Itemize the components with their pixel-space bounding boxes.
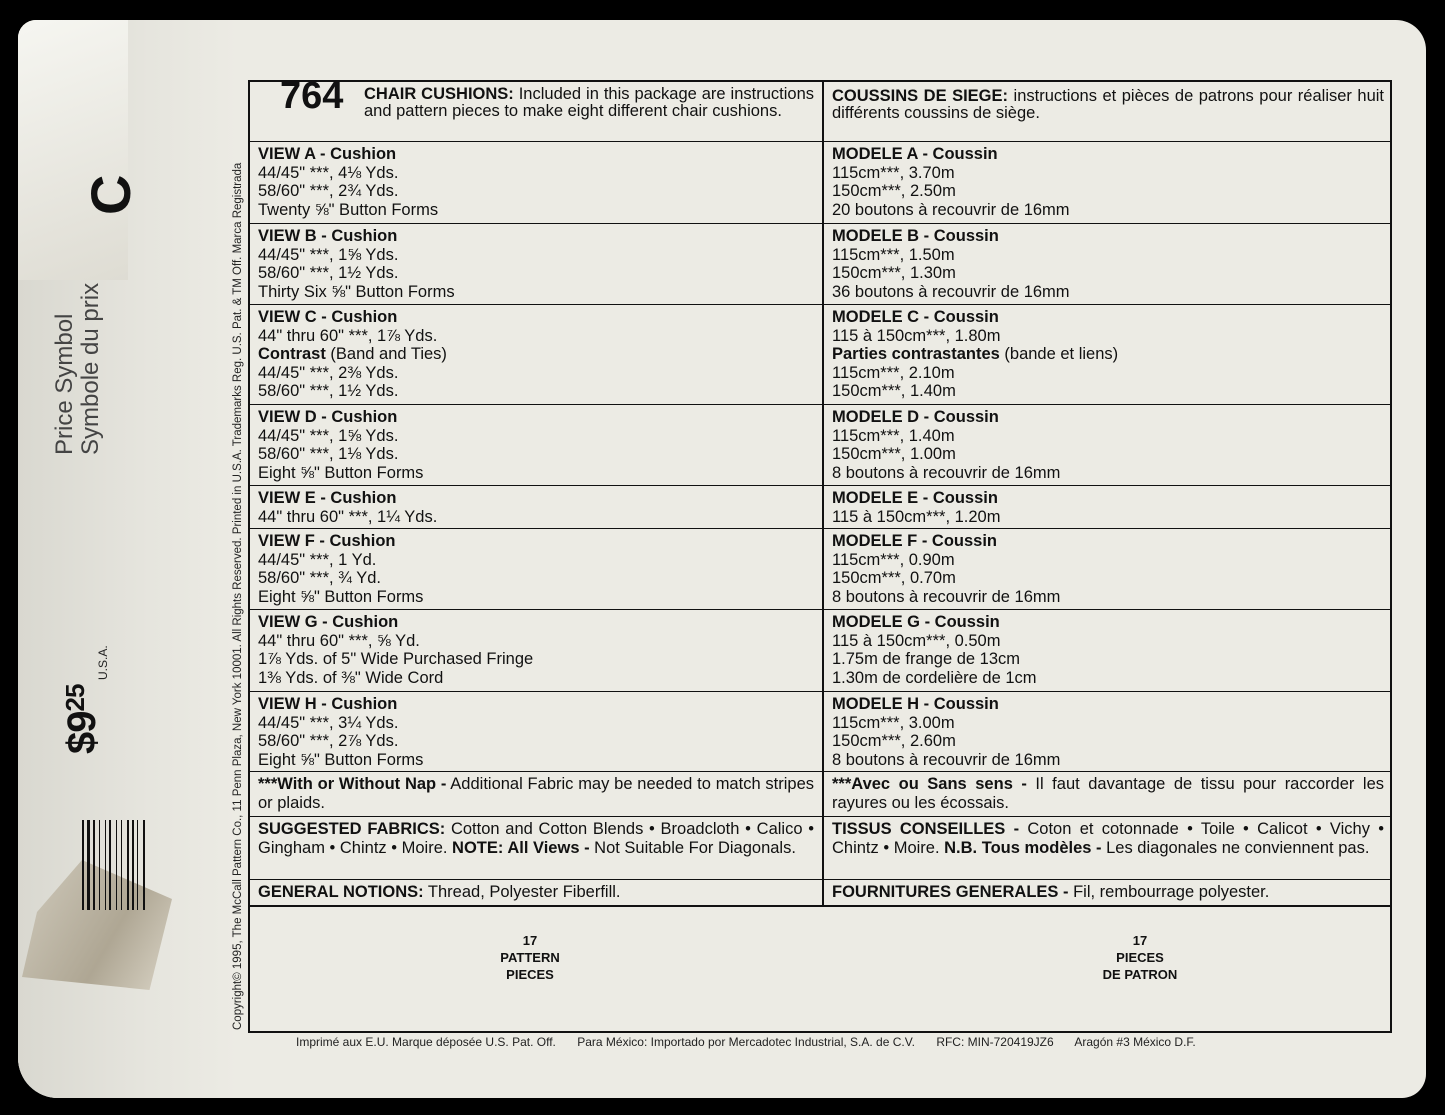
view-title: VIEW D - Cushion — [258, 408, 398, 426]
yardage-line: Eight ⅝" Button Forms — [258, 463, 424, 482]
view-row — [250, 529, 1390, 610]
price-cents: 25 — [60, 684, 90, 712]
yardage-line: 44" thru 60" ***, 1⅞ Yds. — [258, 326, 438, 345]
view-row — [250, 142, 1390, 224]
view-row — [250, 224, 1390, 305]
notions-en — [250, 880, 822, 905]
view-title: MODELE E - Coussin — [832, 489, 998, 507]
nap-fr — [824, 772, 1392, 816]
yardage-line: 44/45" ***, 3¼ Yds. — [258, 713, 399, 732]
view-row — [250, 305, 1390, 405]
price-symbol-fr: Symbole du prix — [77, 282, 104, 455]
price-symbol-en: Price Symbol — [51, 313, 78, 455]
barcode-bar — [99, 820, 100, 910]
yardage-line: 115 à 150cm***, 0.50m — [832, 631, 1001, 650]
yardage-line: 115cm***, 3.00m — [832, 713, 955, 732]
yardage-line: 44/45" ***, 1⅝ Yds. — [258, 245, 399, 264]
pieces-fr-line1: PIECES — [1116, 950, 1164, 965]
view-row — [250, 405, 1390, 486]
yardage-line: 8 boutons à recouvrir de 16mm — [832, 750, 1061, 769]
footer-rfc-text: RFC: MIN-720419JZ6 — [936, 1035, 1054, 1049]
footer-imprint-text: Imprimé aux E.U. Marque déposée U.S. Pat. Off. — [296, 1035, 556, 1049]
intro-fr-text: instructions et pièces de patrons pour réaliser huit différents coussins de siège. — [832, 87, 1385, 122]
view-row — [250, 692, 1390, 772]
yardage-line: 44/45" ***, 1 Yd. — [258, 550, 377, 569]
view-en-cell — [250, 529, 822, 609]
yardage-line: 1⅜ Yds. of ⅜" Wide Cord — [258, 668, 444, 687]
header-en — [250, 75, 822, 141]
view-title: MODELE D - Coussin — [832, 408, 999, 426]
yardage-line: 115cm***, 2.10m — [832, 363, 955, 382]
yardage-line: 150cm***, 2.50m — [832, 182, 956, 200]
nap-fr-title: ***Avec ou Sans sens - — [832, 775, 1027, 793]
yardage-line: 58/60" ***, 1½ Yds. — [258, 264, 399, 282]
yardage-line: 150cm***, 1.40m — [832, 382, 956, 400]
yardage-line: 36 boutons à recouvrir de 16mm — [832, 282, 1070, 301]
yardage-line: 150cm***, 1.00m — [832, 445, 956, 463]
nap-en-text: Additional Fabric may be needed to match stripes or plaids. — [258, 775, 815, 812]
contrast-text: (bande et liens) — [999, 345, 1119, 363]
yardage-line: 44" thru 60" ***, ⅝ Yd. — [258, 631, 420, 650]
fabrics-en-note-text: Not Suitable For Diagonals. — [589, 838, 796, 857]
notions-fr — [824, 880, 1392, 905]
notions-en-title: GENERAL NOTIONS: — [258, 883, 424, 901]
view-en-cell — [250, 405, 822, 485]
barcode-bar — [82, 820, 84, 910]
yardage-line: 44" thru 60" ***, 1¼ Yds. — [258, 507, 438, 526]
contrast-line — [258, 345, 814, 364]
fabrics-en-text: Cotton and Cotton Blends • Broadcloth • Calico • Gingham • Chintz • Moire. — [258, 820, 815, 857]
nap-fr-text: Il faut davantage de tissu pour raccorder les rayures ou les écossais. — [832, 775, 1384, 812]
view-title: VIEW F - Cushion — [258, 532, 396, 550]
price-letter: C — [79, 174, 142, 215]
yardage-line: Thirty Six ⅝" Button Forms — [258, 282, 455, 301]
view-fr-cell — [824, 610, 1392, 691]
view-title: VIEW G - Cushion — [258, 613, 399, 631]
yardage-line: Twenty ⅝" Button Forms — [258, 200, 439, 219]
yardage-line: 115cm***, 1.40m — [832, 426, 955, 445]
paper-fold — [18, 20, 128, 280]
footer-imprint — [296, 1035, 1214, 1049]
intro-en — [364, 86, 814, 120]
view-title: MODELE A - Coussin — [832, 145, 998, 163]
contrast-label: Parties contrastantes — [832, 345, 1000, 363]
view-row — [250, 486, 1390, 529]
barcode-bar — [132, 820, 134, 910]
footer-address-text: Aragón #3 México D.F. — [1074, 1035, 1196, 1049]
yardage-line: 1.30m de cordelière de 1cm — [832, 668, 1037, 687]
view-en-cell — [250, 486, 822, 528]
nap-en — [250, 772, 822, 816]
yardage-line: Eight ⅝" Button Forms — [258, 750, 424, 769]
yardage-line: 150cm***, 2.60m — [832, 732, 956, 750]
footer-mexico-text: Para México: Importado por Mercadotec Industrial, S.A. de C.V. — [577, 1035, 915, 1049]
pieces-fr-count: 17 — [1132, 933, 1148, 948]
barcode-bar — [105, 820, 106, 910]
view-title: MODELE G - Coussin — [832, 613, 1000, 631]
yardage-line: 8 boutons à recouvrir de 16mm — [832, 587, 1061, 606]
view-fr-cell — [824, 405, 1392, 485]
fabrics-en-note: NOTE: All Views - — [452, 838, 590, 857]
barcode-bar — [137, 820, 138, 910]
barcode-bar — [109, 820, 111, 910]
price-dollars: $9 — [60, 711, 104, 754]
pieces-en-line2: PIECES — [506, 967, 554, 982]
view-en-cell — [250, 305, 822, 404]
barcode-bar — [127, 820, 129, 910]
view-en-cell — [250, 224, 822, 304]
contrast-label: Contrast — [258, 345, 326, 363]
header-fr — [824, 82, 1392, 141]
intro-en-title: CHAIR CUSHIONS: — [364, 85, 514, 103]
yardage-line: 20 boutons à recouvrir de 16mm — [832, 200, 1070, 219]
yardage-table — [248, 75, 1392, 1033]
view-title: MODELE C - Coussin — [832, 308, 999, 326]
view-en-cell — [250, 610, 822, 691]
view-title: VIEW A - Cushion — [258, 145, 397, 163]
view-en-cell — [250, 692, 822, 771]
barcode-bar — [121, 820, 122, 910]
barcode-bar — [93, 820, 95, 910]
intro-en-text: Included in this package are instructions and pattern pieces to make eight different chair cushions. — [364, 85, 814, 120]
yardage-line: 115cm***, 0.90m — [832, 550, 955, 569]
contrast-text: (Band and Ties) — [325, 345, 447, 363]
barcode — [82, 820, 154, 910]
pattern-pieces-fr — [1080, 932, 1200, 983]
price-value — [60, 685, 105, 754]
view-fr-cell — [824, 142, 1392, 223]
barcode-bar — [143, 820, 145, 910]
view-en-cell — [250, 142, 822, 223]
barcode-bar — [116, 820, 117, 910]
yardage-line: 44/45" ***, 4⅛ Yds. — [258, 163, 399, 182]
notions-row — [250, 880, 1390, 907]
yardage-line: 44/45" ***, 2⅜ Yds. — [258, 363, 399, 382]
yardage-line: 58/60" ***, 1⅛ Yds. — [258, 445, 399, 463]
fabrics-en — [250, 817, 822, 879]
view-title: MODELE F - Coussin — [832, 532, 997, 550]
view-title: VIEW E - Cushion — [258, 489, 397, 507]
view-fr-cell — [824, 486, 1392, 528]
view-fr-cell — [824, 305, 1392, 404]
intro-fr-title: COUSSINS DE SIEGE: — [832, 87, 1009, 105]
contrast-line — [832, 345, 1384, 364]
pattern-pieces-en — [480, 932, 580, 983]
pieces-fr-line2: DE PATRON — [1102, 967, 1178, 982]
yardage-line: 150cm***, 0.70m — [832, 569, 956, 587]
pattern-number: 764 — [280, 75, 344, 117]
yardage-line: 58/60" ***, 2¾ Yds. — [258, 182, 399, 200]
view-fr-cell — [824, 529, 1392, 609]
fabrics-fr-text: Coton et cotonnade • Toile • Calicot • Vichy • Chintz • Moire. — [832, 820, 1385, 857]
fabrics-fr-note-text: Les diagonales ne conviennent pas. — [1101, 838, 1370, 857]
yardage-line: 58/60" ***, ¾ Yd. — [258, 569, 381, 587]
yardage-line: 115cm***, 3.70m — [832, 163, 955, 182]
barcode-bar — [87, 820, 90, 910]
view-title: MODELE B - Coussin — [832, 227, 999, 245]
yardage-line: 115 à 150cm***, 1.20m — [832, 507, 1001, 526]
copyright-notice: Copyright© 1995, The McCall Pattern Co., 11 Penn Plaza, New York 10001. All Rights Reserved. Printed in U.S.A. Trademarks Reg. U.S. Pat. & TM Off. Marca Registrada — [232, 162, 244, 1030]
yardage-line: 8 boutons à recouvrir de 16mm — [832, 463, 1061, 482]
view-fr-cell — [824, 224, 1392, 304]
yardage-line: 58/60" ***, 1½ Yds. — [258, 382, 399, 400]
yardage-line: 150cm***, 1.30m — [832, 264, 956, 282]
yardage-line: 58/60" ***, 2⅞ Yds. — [258, 732, 399, 750]
yardage-line: 44/45" ***, 1⅝ Yds. — [258, 426, 399, 445]
fabrics-en-title: SUGGESTED FABRICS: — [258, 820, 446, 838]
pieces-en-count: 17 — [522, 933, 538, 948]
view-title: VIEW B - Cushion — [258, 227, 398, 245]
nap-en-title: ***With or Without Nap - — [258, 775, 447, 793]
notions-en-text: Thread, Polyester Fiberfill. — [423, 883, 621, 901]
fabrics-fr-note: N.B. Tous modèles - — [944, 838, 1102, 857]
yardage-line: 1⅞ Yds. of 5" Wide Purchased Fringe — [258, 650, 534, 668]
fabrics-fr — [824, 817, 1392, 879]
view-row — [250, 610, 1390, 692]
pieces-en-line1: PATTERN — [500, 950, 560, 965]
fabrics-row — [250, 817, 1390, 880]
view-title: VIEW H - Cushion — [258, 695, 398, 713]
fabrics-fr-title: TISSUS CONSEILLES - — [832, 820, 1020, 838]
yardage-line: 115cm***, 1.50m — [832, 245, 955, 264]
view-title: MODELE H - Coussin — [832, 695, 999, 713]
notions-fr-text: Fil, rembourrage polyester. — [1068, 883, 1270, 901]
price-country: U.S.A. — [96, 645, 110, 680]
yardage-line: 115 à 150cm***, 1.80m — [832, 326, 1001, 345]
view-title: VIEW C - Cushion — [258, 308, 398, 326]
notions-fr-title: FOURNITURES GENERALES - — [832, 883, 1069, 901]
nap-row — [250, 772, 1390, 817]
yardage-line: 1.75m de frange de 13cm — [832, 650, 1021, 668]
price-symbol-label — [52, 283, 104, 455]
view-fr-cell — [824, 692, 1392, 771]
yardage-line: Eight ⅝" Button Forms — [258, 587, 424, 606]
header-row — [250, 75, 1390, 142]
